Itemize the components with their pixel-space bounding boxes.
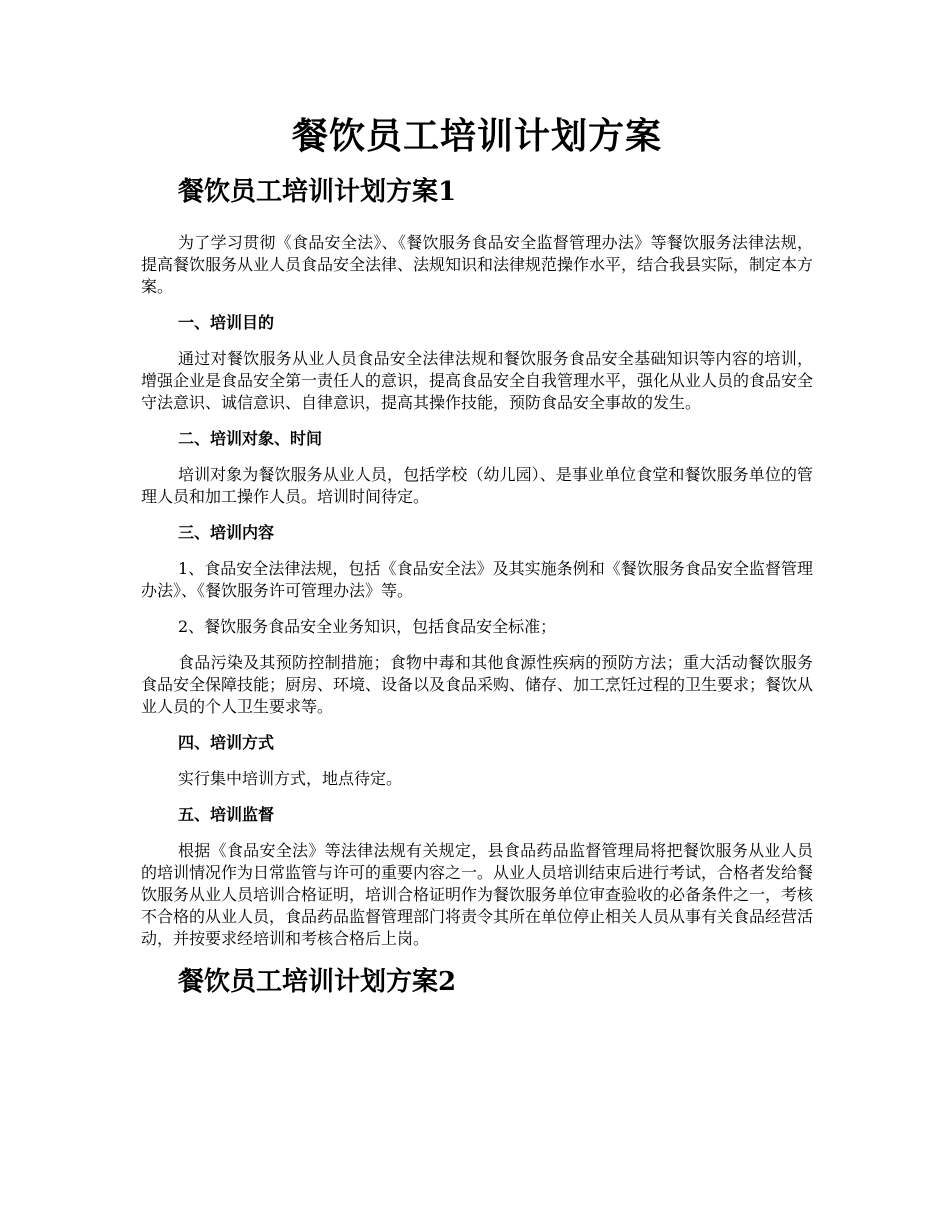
section-2-title: 餐饮员工培训计划方案2 <box>178 967 457 997</box>
document-page <box>141 108 813 1022</box>
paragraph-training-content-2: 2、餐饮服务食品安全业务知识，包括食品安全标准； <box>178 617 557 636</box>
intro-paragraph: 为了学习贯彻《食品安全法》、《餐饮服务食品安全监督管理办法》等餐饮服务法律法规，提高餐饮服务从业人员食品安全法律、法规知识和法律规范操作水平，结合我县实际，制定本方案。 <box>141 233 814 296</box>
paragraph-training-method: 实行集中培训方式，地点待定。 <box>178 769 403 788</box>
document-title: 餐饮员工培训计划方案 <box>291 115 662 157</box>
heading-training-purpose: 一、培训目的 <box>178 313 275 332</box>
heading-training-supervision: 五、培训监督 <box>178 805 275 824</box>
paragraph-training-supervision: 根据《食品安全法》等法律法规有关规定，县食品药品监督管理局将把餐饮服务从业人员的培训情况作为日常监管与许可的重要内容之一。从业人员培训结束后进行考试，合格者发给餐饮服务从业人员培训合格证明，培训合格证明作为餐饮服务单位审查验收的必备条件之一，考核不合格的从业人员，食品药品监督管理部门将责令其所在单位停止相关人员从事有关食品经营活动，并按要求经培训和考核合格后上岗。 <box>141 841 814 948</box>
section-1-title: 餐饮员工培训计划方案1 <box>178 177 457 207</box>
paragraph-training-content-3: 食品污染及其预防控制措施；食物中毒和其他食源性疾病的预防方法；重大活动餐饮服务食品安全保障技能；厨房、环境、设备以及食品采购、储存、加工烹饪过程的卫生要求；餐饮从业人员的个人卫生要求等。 <box>141 653 814 716</box>
heading-training-content: 三、培训内容 <box>178 523 275 542</box>
paragraph-training-audience-time: 培训对象为餐饮服务从业人员，包括学校（幼儿园）、是事业单位食堂和餐饮服务单位的管理人员和加工操作人员。培训时间待定。 <box>141 465 813 506</box>
heading-training-audience-time: 二、培训对象、时间 <box>178 429 323 448</box>
paragraph-training-content-1: 1、食品安全法律法规，包括《食品安全法》及其实施条例和《餐饮服务食品安全监督管理办法》、《餐饮服务许可管理办法》等。 <box>141 559 813 600</box>
heading-training-method: 四、培训方式 <box>178 733 275 752</box>
paragraph-training-purpose: 通过对餐饮服务从业人员食品安全法律法规和餐饮服务食品安全基础知识等内容的培训，增强企业是食品安全第一责任人的意识，提高食品安全自我管理水平，强化从业人员的食品安全守法意识、诚信意识、自律意识，提高其操作技能，预防食品安全事故的发生。 <box>141 349 814 412</box>
